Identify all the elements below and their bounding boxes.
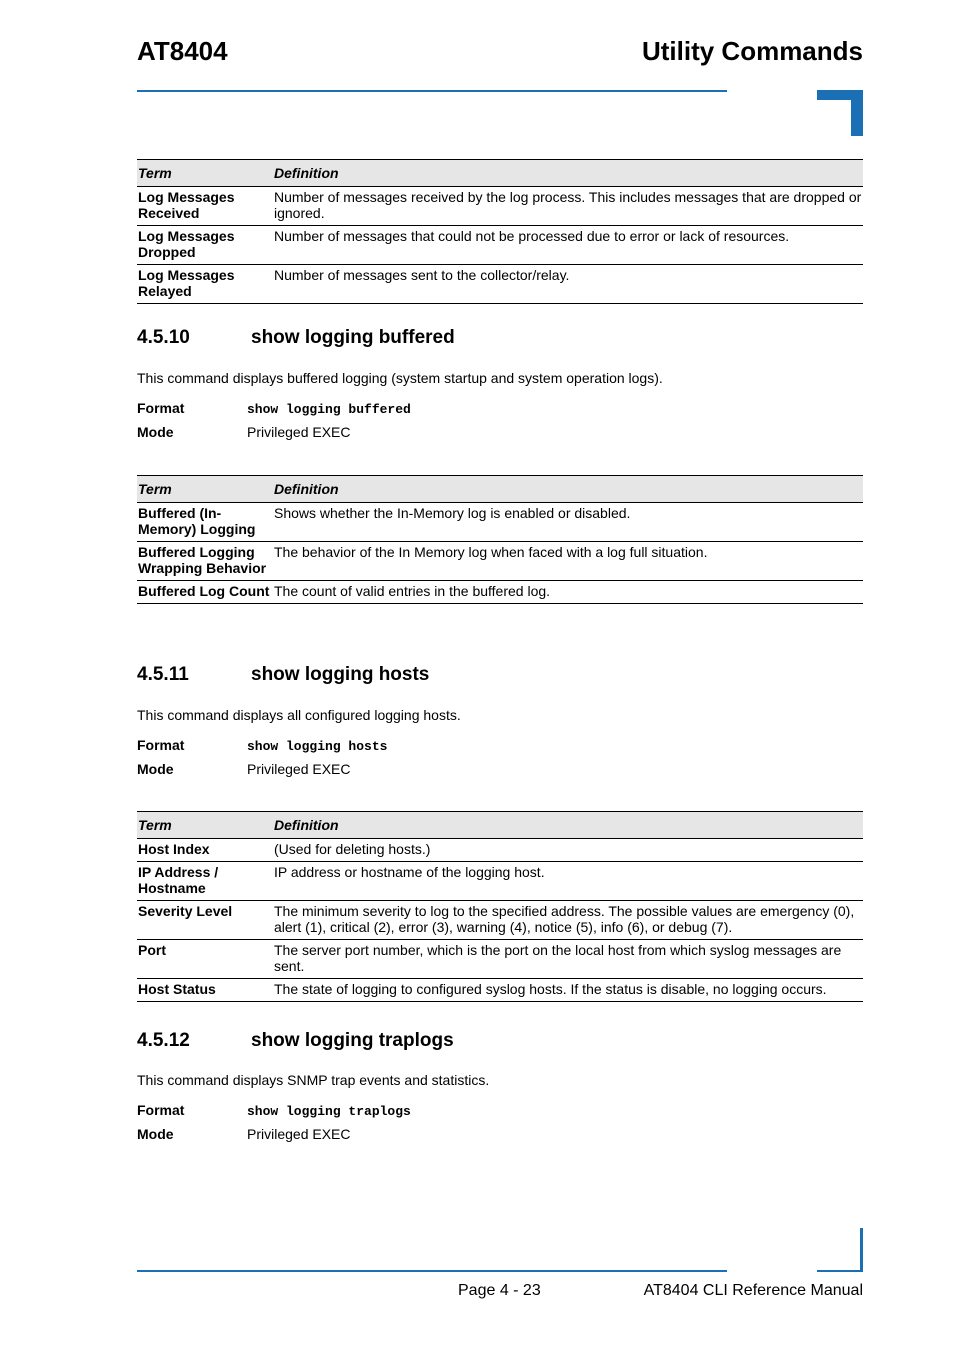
term-cell: IP Address / Hostname [137,862,273,901]
log-messages-table [137,159,863,304]
column-definition: Definition [273,812,863,839]
footer-corner-mark [817,1270,863,1272]
format-label: Format [137,737,185,753]
buffered-logging-table [137,475,863,604]
table-row [137,226,863,265]
format-row [137,737,387,754]
table-row [137,265,863,304]
section-title: show logging hosts [251,664,430,685]
table-header-row [137,476,863,503]
mode-row [137,424,351,440]
definition-cell: The server port number, which is the port on the local host from which syslog messages are sent. [273,940,863,979]
definition-cell: Number of messages that could not be processed due to error or lack of resources. [273,226,863,265]
definition-cell: IP address or hostname of the logging host. [273,862,863,901]
mode-value: Privileged EXEC [247,761,351,777]
format-command: show logging traplogs [247,1104,411,1119]
table-row [137,187,863,226]
definition-cell: Shows whether the In-Memory log is enabled or disabled. [273,503,863,542]
term-cell: Port [137,940,273,979]
mode-label: Mode [137,1126,174,1142]
definition-cell: Number of messages received by the log process. This includes messages that are dropped or ignored. [273,187,863,226]
header-corner-mark-vertical [851,90,863,136]
column-definition: Definition [273,160,863,187]
term-cell: Log Messages Dropped [137,226,273,265]
term-cell: Log Messages Received [137,187,273,226]
mode-value: Privileged EXEC [247,1126,351,1142]
format-row [137,400,411,417]
mode-row [137,761,351,777]
footer-rule [137,1270,727,1272]
definition-cell: The behavior of the In Memory log when faced with a log full situation. [273,542,863,581]
mode-label: Mode [137,761,174,777]
section-description: This command displays all configured logging hosts. [137,707,461,723]
column-definition: Definition [273,476,863,503]
manual-title: AT8404 CLI Reference Manual [643,1282,863,1299]
table-row [137,839,863,862]
section-heading-4-5-12 [137,1030,454,1052]
column-term: Term [137,812,273,839]
term-cell: Buffered (In-Memory) Logging [137,503,273,542]
section-number: 4.5.11 [137,664,189,685]
header-rule [137,90,727,92]
table-header-row [137,160,863,187]
table-row [137,901,863,940]
term-cell: Severity Level [137,901,273,940]
logging-hosts-table [137,811,863,1002]
definition-cell: The count of valid entries in the buffered log. [273,581,863,604]
table-row [137,979,863,1002]
mode-value: Privileged EXEC [247,424,351,440]
header-chapter: Utility Commands [641,36,863,66]
definition-cell: The minimum severity to log to the specified address. The possible values are emergency (0), alert (1), critical (2), error (3), warning (4), notice (5), info (6), or debug (7). [273,901,863,940]
definition-cell: (Used for deleting hosts.) [273,839,863,862]
format-command: show logging hosts [247,739,388,754]
table-header-row [137,812,863,839]
section-title: show logging traplogs [251,1030,454,1051]
format-label: Format [137,1102,185,1118]
column-term: Term [137,160,273,187]
mode-label: Mode [137,424,174,440]
table-row [137,581,863,604]
mode-row [137,1126,351,1142]
term-cell: Host Status [137,979,273,1002]
format-row [137,1102,411,1119]
term-cell: Host Index [137,839,273,862]
term-cell: Buffered Log Count [137,581,273,604]
definition-cell: Number of messages sent to the collector/relay. [273,265,863,304]
table-row [137,503,863,542]
term-cell: Log Messages Relayed [137,265,273,304]
table-row [137,940,863,979]
definition-cell: The state of logging to configured syslog hosts. If the status is disable, no logging occurs. [273,979,863,1002]
page-number: Page 4 - 23 [458,1282,541,1299]
column-term: Term [137,476,273,503]
table-row [137,862,863,901]
section-number: 4.5.10 [137,327,190,348]
table-row [137,542,863,581]
footer-corner-mark-vertical [860,1228,863,1272]
section-description: This command displays SNMP trap events and statistics. [137,1072,490,1088]
section-heading-4-5-10 [137,327,455,349]
term-cell: Buffered Logging Wrapping Behavior [137,542,273,581]
format-command: show logging buffered [247,402,411,417]
section-number: 4.5.12 [137,1030,190,1051]
section-description: This command displays buffered logging (system startup and system operation logs). [137,370,663,386]
section-title: show logging buffered [251,327,455,348]
section-heading-4-5-11 [137,664,429,686]
format-label: Format [137,400,185,416]
header-product: AT8404 [137,36,228,66]
